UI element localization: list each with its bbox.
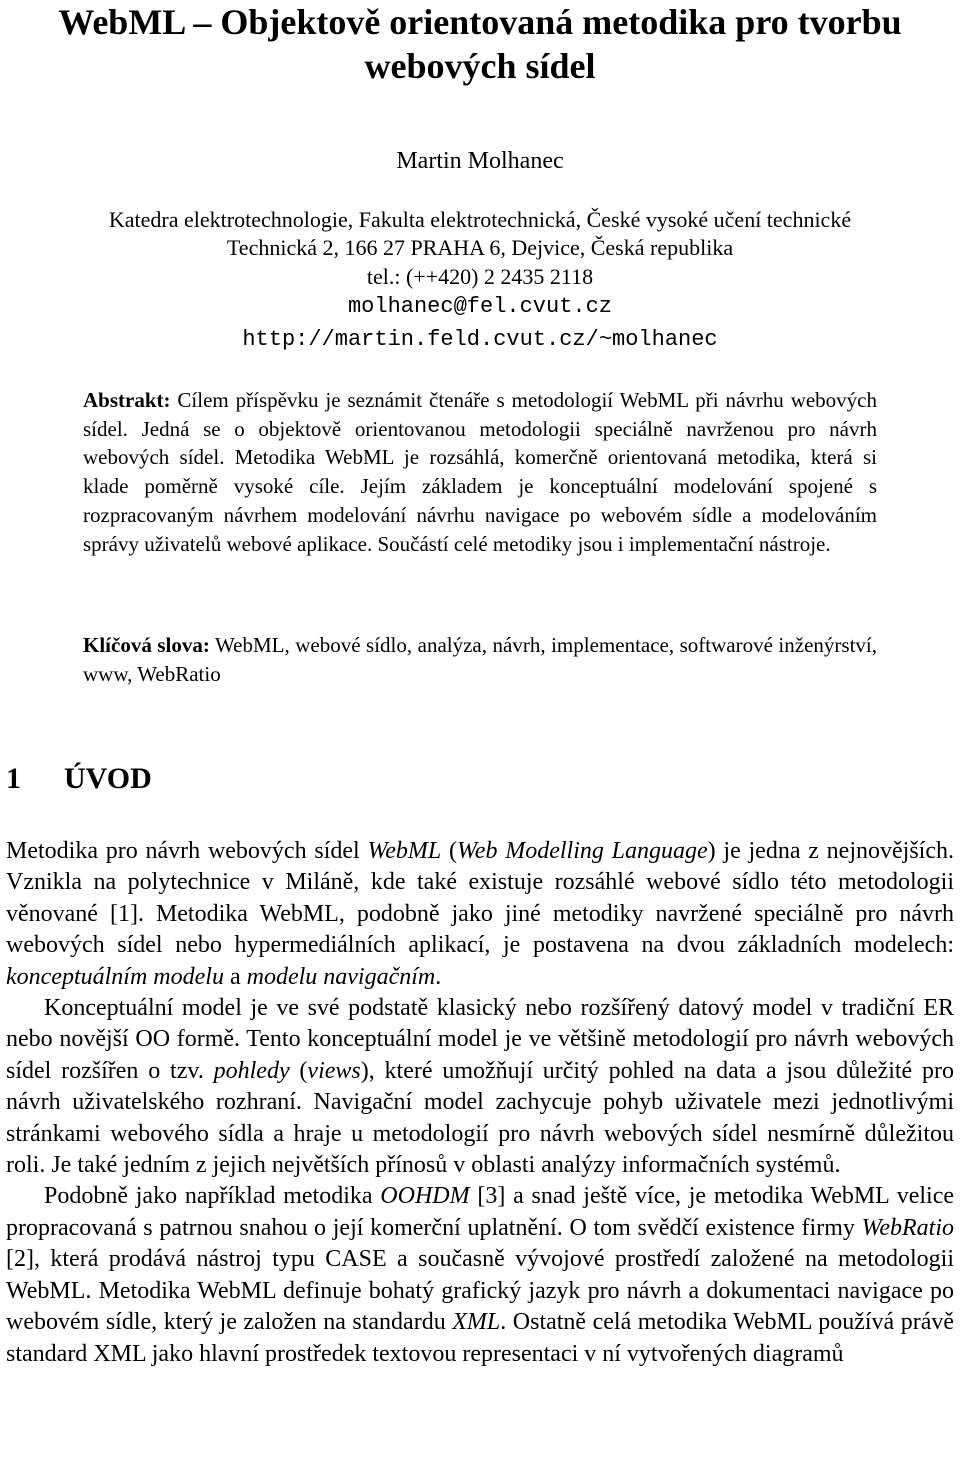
paragraph-2 (6, 993, 954, 1181)
affiliation-department: Katedra elektrotechnologie, Fakulta elektrotechnická, České vysoké učení technické (108, 207, 852, 232)
p3-text-a: Podobně jako například metodika (44, 1183, 381, 1210)
p3-text-c: [3] a snad ještě více, je metodika WebML velice propracovaná s patrnou snahou o její komerční uplatnění. O tom svědčí existence firmy (6, 1183, 955, 1241)
p2-text-e: ), které umožňují určitý pohled na data a jsou důležité pro návrh uživatelského rozhraní. Navigační model zachycuje pohyb uživatele mezi jednotlivými stránkami webového sídla a hraje u metodologií pro návrh webových sídel nesmírně důležitou roli. Je také jedním z jejich největších přínosů v oblasti analýzy informačních systémů. (6, 1057, 954, 1179)
author-url-link[interactable]: http://martin.feld.cvut.cz/~molhanec (242, 327, 718, 352)
title-line-1: WebML – Objektově orientovaná metodika pro tvorbu (58, 2, 902, 42)
keywords-text: WebML, webové sídlo, analýza, návrh, implementace, softwarové inženýrství, www, WebRatio (83, 633, 877, 686)
p3-italic-webratio: WebRatio (861, 1214, 954, 1241)
section-heading (6, 760, 152, 798)
keywords (83, 631, 877, 688)
section-body (6, 836, 954, 1370)
affiliation-phone: tel.: (++420) 2 2435 2118 (366, 264, 594, 289)
section-number: 1 (6, 762, 21, 795)
abstract-text: Cílem příspěvku je seznámit čtenáře s metodologií WebML při návrhu webových sídel. Jedná se o objektově orientovanou metodologii speciálně navrženou pro návrh webových sídel. Metodika WebML je rozsáhlá, komerčně orientovaná metodika, která si klade poměrně vysoké cíle. Jejím základem je konceptuální modelování spojené s rozpracovaným návrhem modelování návrhu navigace po webovém sídle a modelováním správy uživatelů webové aplikace. Součástí celé metodiky jsou i implementační nástroje. (83, 388, 877, 556)
keywords-label: Klíčová slova: (83, 633, 210, 657)
paper-title (0, 0, 960, 88)
p2-italic-views: views (307, 1057, 361, 1084)
affiliation-address: Technická 2, 166 27 PRAHA 6, Dejvice, Česká republika (226, 235, 734, 260)
p3-text-g: . Ostatně celá metodika WebML používá právě standard XML jako hlavní prostředek textovou representaci v ní vytvořených diagramů (6, 1309, 955, 1367)
p2-text-c: ( (289, 1057, 308, 1084)
abstract-label: Abstrakt: (83, 388, 171, 412)
p1-italic-webml: WebML (367, 838, 442, 864)
section-title: ÚVOD (64, 762, 152, 795)
p2-text-a: Konceptuální model je ve své podstatě klasický nebo rozšířený datový model v tradiční ER nebo novější OO formě. Tento konceptuální model je ve většině metodologií pro návrh webových sídel rozšířen o tzv. (6, 995, 954, 1084)
p1-italic-navigacni-model: modelu navigačním (246, 963, 436, 990)
p1-text-a: Metodika pro návrh webových sídel (6, 838, 368, 864)
p1-italic-web-modelling-language: Web Modelling Language (457, 838, 708, 864)
p2-italic-pohledy: pohledy (213, 1057, 290, 1084)
abstract (83, 386, 877, 558)
author-email-link[interactable]: molhanec@fel.cvut.cz (347, 294, 613, 319)
p1-text-i: . (435, 963, 442, 990)
p3-text-e: [2], která prodává nástroj typu CASE a současně vývojové prostředí založené na metodologii WebML. Metodika WebML definuje bohatý grafický jazyk pro návrh a dokumentaci navigace po webovém sídle, který je založen na standardu (6, 1246, 954, 1336)
p1-text-g: a (223, 963, 247, 990)
p3-italic-oohdm: OOHDM (380, 1183, 470, 1210)
author-name: Martin Molhanec (396, 148, 564, 174)
p1-text-e: ) je jedna z nejnovějších. Vznikla na polytechnice v Miláně, kde také existuje rozsáhlé webové sídlo této metodologii věnované [1]. Metodika WebML, podobně jako jiné metodiky navržené speciálně pro návrh webových sídel nebo hypermediálních aplikací, je postavena na dvou základních modelech: (6, 838, 954, 959)
p1-text-c: ( (441, 838, 457, 864)
p3-italic-xml: XML (452, 1309, 501, 1336)
paragraph-1 (6, 836, 954, 993)
title-line-2: webových sídel (364, 46, 596, 86)
p1-italic-konceptualni-model: konceptuálním modelu (6, 963, 224, 990)
paragraph-3 (6, 1181, 954, 1369)
